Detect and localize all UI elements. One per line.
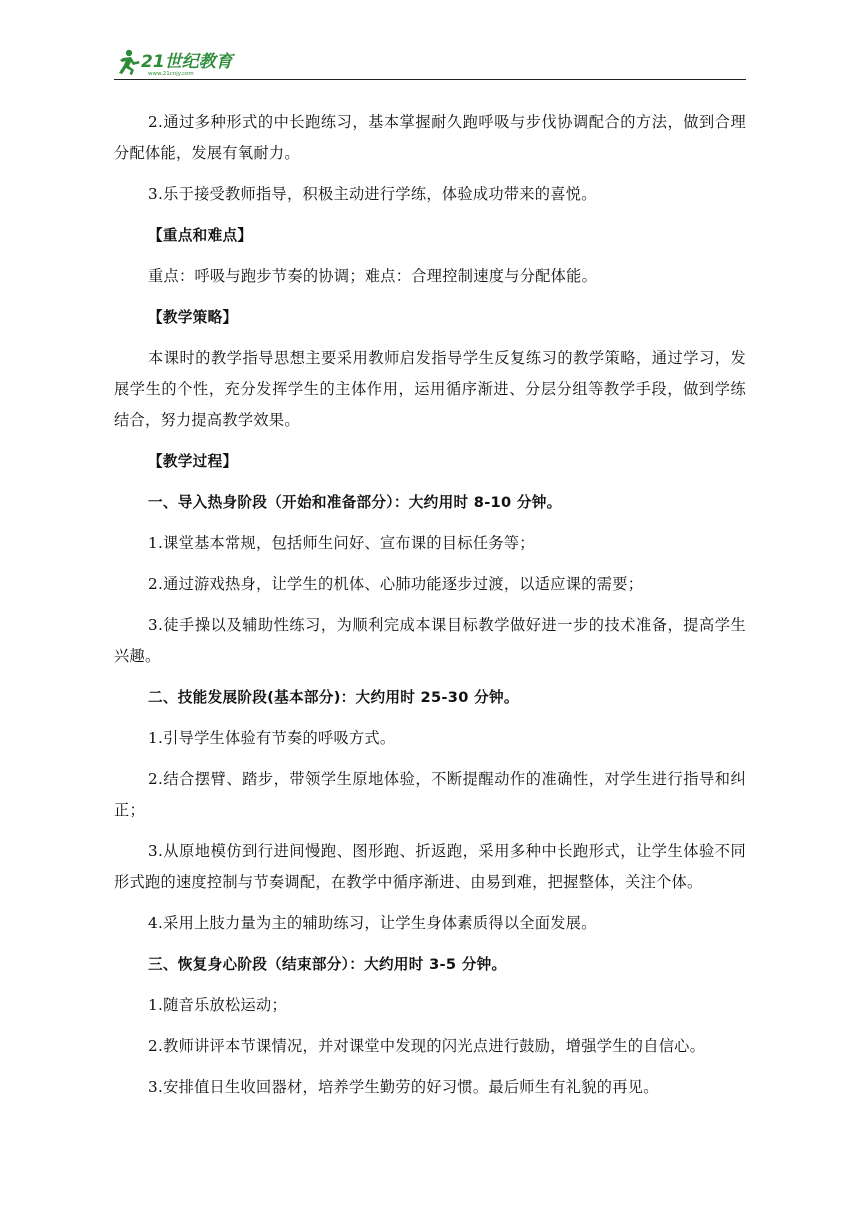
body-paragraph: 3.乐于接受教师指导，积极主动进行学练，体验成功带来的喜悦。 (148, 185, 597, 203)
body-paragraph: 2.教师讲评本节课情况，并对课堂中发现的闪光点进行鼓励，增强学生的自信心。 (148, 1037, 706, 1055)
body-paragraph: 3.安排值日生收回器材，培养学生勤劳的好习惯。最后师生有礼貌的再见。 (148, 1078, 659, 1096)
body-paragraph: 3.徒手操以及辅助性练习，为顺利完成本课目标教学做好进一步的技术准备，提高学生兴趣。 (114, 616, 746, 665)
section-heading: 【重点和难点】 (148, 227, 253, 244)
header-divider (114, 79, 746, 80)
section-heading: 【教学策略】 (148, 309, 238, 326)
page-header (114, 48, 746, 82)
body-paragraph: 2.结合摆臂、踏步，带领学生原地体验，不断提醒动作的准确性，对学生进行指导和纠正； (114, 770, 746, 819)
logo-wordmark: 21世纪教育 (141, 52, 233, 72)
body-paragraph: 2.通过游戏热身，让学生的机体、心肺功能逐步过渡，以适应课的需要； (148, 575, 644, 593)
body-paragraph: 4.采用上肢力量为主的辅助练习，让学生身体素质得以全面发展。 (148, 914, 597, 932)
body-paragraph: 重点：呼吸与跑步节奏的协调；难点：合理控制速度与分配体能。 (148, 267, 598, 285)
body-paragraph: 1.引导学生体验有节奏的呼吸方式。 (148, 729, 396, 747)
logo-url: www.21cnjy.com (148, 71, 194, 77)
body-paragraph: 1.课堂基本常规，包括师生问好、宣布课的目标任务等； (148, 534, 535, 552)
body-paragraph: 2.通过多种形式的中长跑练习，基本掌握耐久跑呼吸与步伐协调配合的方法，做到合理分配体能，发展有氧耐力。 (114, 113, 746, 162)
body-paragraph: 3.从原地模仿到行进间慢跑、图形跑、折返跑，采用多种中长跑形式，让学生体验不同形式跑的速度控制与节奏调配，在教学中循序渐进、由易到难，把握整体，关注个体。 (114, 842, 746, 891)
document-body (114, 107, 746, 1113)
section-heading: 一、导入热身阶段（开始和准备部分）：大约用时 8-10 分钟。 (148, 494, 562, 511)
runner-icon (119, 50, 140, 75)
section-heading: 三、恢复身心阶段（结束部分）：大约用时 3-5 分钟。 (148, 956, 507, 973)
body-paragraph: 本课时的教学指导思想主要采用教师启发指导学生反复练习的教学策略，通过学习，发展学生的个性，充分发挥学生的主体作用，运用循序渐进、分层分组等教学手段，做到学练结合，努力提高教学效果。 (114, 349, 746, 429)
section-heading: 二、技能发展阶段(基本部分)：大约用时 25-30 分钟。 (148, 689, 519, 706)
body-paragraph: 1.随音乐放松运动； (148, 996, 287, 1014)
brand-logo (114, 48, 244, 78)
section-heading: 【教学过程】 (148, 453, 238, 470)
